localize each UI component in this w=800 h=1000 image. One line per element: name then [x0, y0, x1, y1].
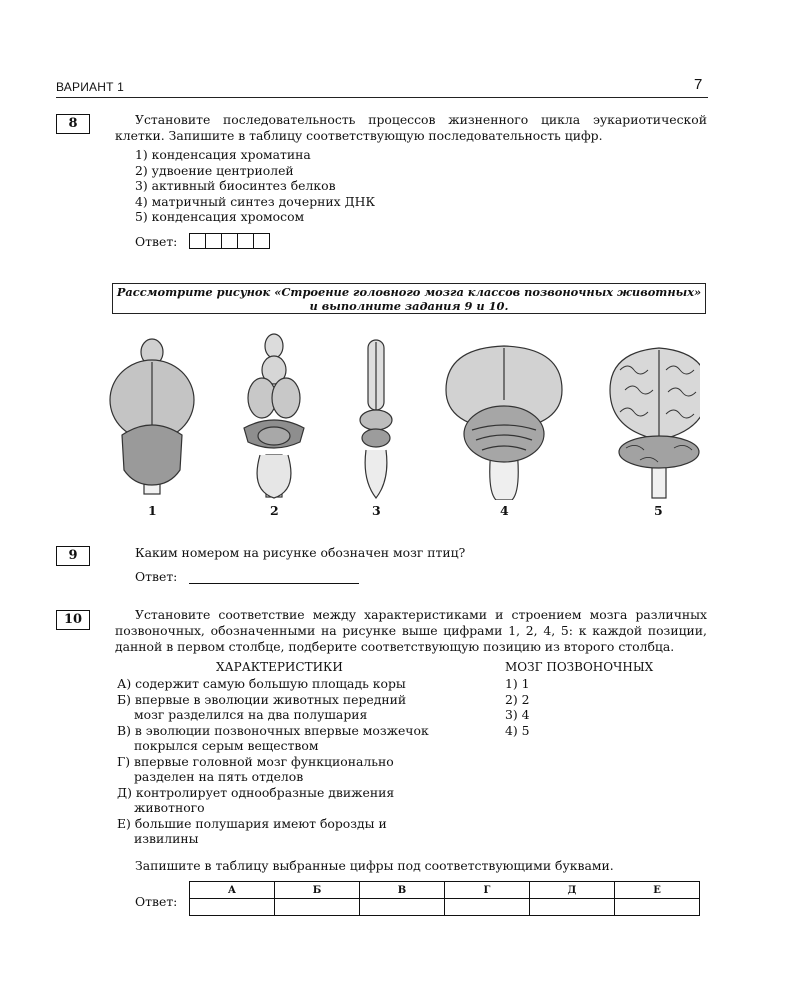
question-8-answer-cells[interactable] — [189, 233, 269, 250]
variant-label: ВАРИАНТ 1 — [56, 80, 125, 94]
list-item: Б) впервые в эволюции животных передний — [117, 691, 407, 707]
brain-1-illustration — [110, 339, 194, 494]
figure-instruction-box — [112, 283, 706, 314]
question-10-text: Установите соответствие между характеристиками и строением мозга различных позвоночных, обозначенными на рисунке выше цифрами 1, 2, 4, 5: к каждой позиции, данной в первом столбце, подберите соответствующую позицию из второго столбца. — [115, 607, 707, 654]
characteristics-header: ХАРАКТЕРИСТИКИ — [216, 660, 343, 674]
list-item: покрылся серым веществом — [134, 738, 319, 753]
brain-5-illustration — [610, 348, 700, 498]
question-9-number: 9 — [56, 546, 90, 566]
table-header-cell: В — [360, 882, 445, 899]
table-row — [190, 882, 700, 899]
figure-label-5: 5 — [654, 503, 663, 518]
header-rule — [56, 97, 708, 98]
list-item: 1) 1 — [505, 676, 530, 691]
characteristics-list — [117, 676, 447, 847]
vertebrate-brain-header: МОЗГ ПОЗВОНОЧНЫХ — [505, 660, 654, 674]
instruction-line-1: Рассмотрите рисунок «Строение головного мозга классов позвоночных животных» — [116, 285, 702, 299]
list-item: разделен на пять отделов — [134, 769, 304, 784]
question-10-number: 10 — [56, 610, 90, 630]
list-item: 5) конденсация хромосом — [135, 209, 305, 224]
question-8-text: Установите последовательность процессов жизненного цикла эукариотической клетки. Запишите в таблицу соответствующую последовательность цифр. — [115, 112, 707, 143]
brain-2-illustration — [244, 334, 304, 498]
table-row — [190, 899, 700, 916]
list-item: мозг разделился на два полушария — [134, 707, 368, 722]
question-8-number: 8 — [56, 114, 90, 134]
answer-cell[interactable] — [530, 899, 615, 916]
list-item: Г) впервые головной мозг функционально — [117, 753, 394, 769]
figure-label-3: 3 — [372, 503, 381, 518]
question-8-answer-label: Ответ: — [135, 234, 178, 249]
question-10-answer-label: Ответ: — [135, 894, 178, 909]
answer-cell[interactable] — [205, 233, 222, 249]
answer-cell[interactable] — [190, 899, 275, 916]
list-item: А) содержит самую большую площадь коры — [117, 676, 406, 691]
list-item: извилины — [134, 831, 199, 846]
table-header-cell: А — [190, 882, 275, 899]
page-number: 7 — [694, 76, 703, 93]
list-item: 3) активный биосинтез белков — [135, 178, 336, 193]
table-header-cell: Е — [615, 882, 700, 899]
question-10-instruction: Запишите в таблицу выбранные цифры под соответствующими буквами. — [135, 858, 614, 873]
brain-4-illustration — [446, 346, 562, 500]
question-9-answer-label: Ответ: — [135, 569, 178, 584]
question-8-items — [135, 147, 375, 225]
list-item: 4) 5 — [505, 722, 530, 738]
list-item: 2) 2 — [505, 691, 530, 707]
answer-cell[interactable] — [237, 233, 254, 249]
figure-label-2: 2 — [270, 503, 279, 518]
options-list — [505, 676, 530, 738]
answer-cell[interactable] — [189, 233, 206, 249]
table-header-cell: Б — [275, 882, 360, 899]
list-item: 3) 4 — [505, 707, 530, 722]
question-10-answer-table — [189, 881, 700, 916]
list-item: Е) большие полушария имеют борозды и — [117, 815, 387, 831]
instruction-line-2: и выполните задания 9 и 10. — [309, 299, 509, 313]
brain-3-illustration — [360, 340, 392, 498]
list-item: 4) матричный синтез дочерних ДНК — [135, 193, 376, 209]
answer-cell[interactable] — [615, 899, 700, 916]
list-item: В) в эволюции позвоночных впервые мозжечок — [117, 722, 429, 738]
answer-cell[interactable] — [445, 899, 530, 916]
answer-cell[interactable] — [253, 233, 270, 249]
list-item: 1) конденсация хроматина — [135, 147, 311, 162]
list-item: Д) контролирует однообразные движения — [117, 784, 395, 800]
figure-label-1: 1 — [148, 503, 157, 518]
answer-cell[interactable] — [275, 899, 360, 916]
brain-figure — [100, 330, 700, 500]
question-9-text: Каким номером на рисунке обозначен мозг птиц? — [135, 545, 466, 560]
list-item: 2) удвоение центриолей — [135, 162, 294, 178]
question-9-answer-field[interactable] — [189, 583, 359, 584]
answer-cell[interactable] — [221, 233, 238, 249]
table-header-cell: Г — [445, 882, 530, 899]
table-header-cell: Д — [530, 882, 615, 899]
figure-label-4: 4 — [500, 503, 509, 518]
list-item: животного — [134, 800, 205, 815]
answer-cell[interactable] — [360, 899, 445, 916]
